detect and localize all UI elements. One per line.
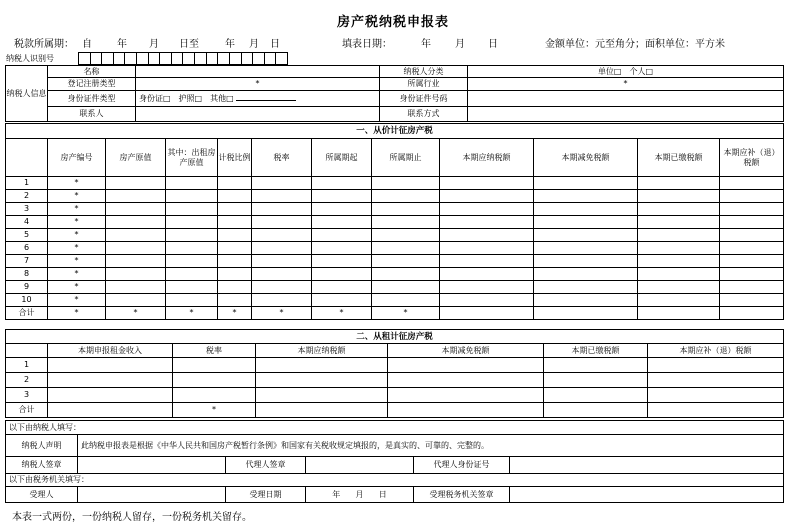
s2-cell[interactable]: [48, 358, 173, 373]
s1-total-row: [6, 307, 784, 320]
s1-cell[interactable]: [106, 229, 166, 242]
s1-cell[interactable]: [720, 242, 784, 255]
receive-date-month: 月: [355, 489, 364, 499]
s1-house-id-cell[interactable]: *: [48, 255, 106, 268]
reg-type-value[interactable]: *: [136, 78, 380, 91]
s1-header-cell: 房产原值: [106, 139, 166, 177]
s1-cell[interactable]: [534, 203, 638, 216]
taxpayer-sign-value[interactable]: [78, 457, 226, 474]
amount-unit: 金额单位：元至角分；面积单位：平方米: [545, 39, 725, 50]
s1-header-cell: 房产编号: [48, 139, 106, 177]
s1-header-cell: 本期应纳税额: [440, 139, 534, 177]
fill-date-label: 填表日期：: [342, 39, 392, 50]
s1-house-id-cell[interactable]: *: [48, 216, 106, 229]
statement-text: 此纳税申报表是根据《中华人民共和国房产税暂行条例》和国家有关税收规定填报的，是真实的、可靠的、完整的。: [78, 435, 784, 457]
s1-cell[interactable]: [252, 281, 312, 294]
s2-row-number: 2: [6, 373, 48, 388]
s1-row-number: 3: [6, 203, 48, 216]
s1-house-id-cell[interactable]: *: [48, 281, 106, 294]
form-title: 房产税纳税申报表: [336, 15, 449, 30]
s1-cell[interactable]: [166, 177, 218, 190]
s1-cell[interactable]: [166, 268, 218, 281]
s1-total-cell[interactable]: *: [372, 307, 440, 320]
s1-cell[interactable]: [720, 281, 784, 294]
name-value[interactable]: [136, 66, 380, 78]
s1-cell[interactable]: [638, 216, 720, 229]
phone-label: 联系方式: [380, 107, 468, 122]
table-row: [6, 216, 784, 229]
s1-header-cell: 所属期起: [312, 139, 372, 177]
receive-date-value[interactable]: [306, 487, 414, 503]
s1-cell[interactable]: [166, 229, 218, 242]
s1-cell[interactable]: [440, 203, 534, 216]
s1-header-cell: 本期应补（退）税额: [720, 139, 784, 177]
s1-cell[interactable]: [534, 216, 638, 229]
s2-header-cell: 本期应纳税额: [256, 344, 388, 358]
s2-total-label: 合计: [6, 403, 48, 418]
period-to-day: 日: [270, 39, 280, 50]
s1-cell[interactable]: [440, 216, 534, 229]
agent-id-label: 代理人身份证号: [414, 457, 510, 474]
s1-cell[interactable]: [720, 294, 784, 307]
taxpayer-id-box[interactable]: [183, 53, 195, 65]
s1-cell[interactable]: [312, 255, 372, 268]
table-row: [6, 268, 784, 281]
s1-cell[interactable]: [638, 242, 720, 255]
authority-seal-value[interactable]: [510, 487, 784, 503]
s1-cell[interactable]: [440, 229, 534, 242]
s1-cell[interactable]: [218, 177, 252, 190]
s1-total-cell[interactable]: *: [106, 307, 166, 320]
s1-cell[interactable]: [372, 242, 440, 255]
s2-cell[interactable]: [48, 373, 173, 388]
s1-cell[interactable]: [440, 255, 534, 268]
s1-cell[interactable]: [638, 281, 720, 294]
s1-cell[interactable]: [166, 190, 218, 203]
s2-total-cell[interactable]: [48, 403, 173, 418]
s1-cell[interactable]: [218, 281, 252, 294]
taxpayer-id-box[interactable]: [113, 53, 125, 65]
s2-head-blank: [6, 344, 48, 358]
table-row: [6, 190, 784, 203]
s1-cell[interactable]: [218, 268, 252, 281]
taxpayer-id-box[interactable]: [276, 53, 288, 65]
s1-cell[interactable]: [252, 268, 312, 281]
s1-head-blank: [6, 139, 48, 177]
s1-cell[interactable]: [638, 229, 720, 242]
s1-row-number: 5: [6, 229, 48, 242]
name-label: 名称: [48, 66, 136, 78]
period-from-month: 月: [149, 39, 159, 50]
s1-house-id-cell[interactable]: *: [48, 190, 106, 203]
s2-total-cell[interactable]: [256, 403, 388, 418]
s2-total-row: [6, 403, 784, 418]
s1-total-cell[interactable]: *: [166, 307, 218, 320]
fill-date-day: 日: [488, 39, 498, 50]
taxpayer-fill-note: 以下由纳税人填写：: [6, 421, 784, 435]
s1-cell[interactable]: [638, 190, 720, 203]
s1-header-cell: 其中：出租房产原值: [166, 139, 218, 177]
s1-cell[interactable]: [218, 229, 252, 242]
s1-cell[interactable]: [106, 255, 166, 268]
s1-cell[interactable]: [252, 229, 312, 242]
taxpayer-sign-label: 纳税人签章: [6, 457, 78, 474]
s1-cell[interactable]: [372, 190, 440, 203]
s1-cell[interactable]: [534, 177, 638, 190]
s2-cell[interactable]: [48, 388, 173, 403]
s2-cell[interactable]: [544, 358, 648, 373]
s2-cell[interactable]: [173, 373, 256, 388]
s1-total-cell[interactable]: *: [48, 307, 106, 320]
s1-cell[interactable]: [372, 268, 440, 281]
category-label: 纳税人分类: [380, 66, 468, 78]
s1-cell[interactable]: [218, 203, 252, 216]
s1-cell[interactable]: [106, 203, 166, 216]
s1-house-id-cell[interactable]: *: [48, 294, 106, 307]
s2-total-cell[interactable]: [544, 403, 648, 418]
s2-header-cell: 本期应补（退）税额: [648, 344, 784, 358]
receiver-value[interactable]: [78, 487, 226, 503]
s1-cell[interactable]: [166, 242, 218, 255]
s1-cell[interactable]: [166, 255, 218, 268]
s1-header-cell: 计税比例: [218, 139, 252, 177]
table-row: [6, 177, 784, 190]
s1-cell[interactable]: [720, 255, 784, 268]
s1-cell[interactable]: [372, 281, 440, 294]
s1-cell[interactable]: [166, 294, 218, 307]
s1-cell[interactable]: [218, 255, 252, 268]
table-row: [6, 294, 784, 307]
declaration-table: [5, 420, 784, 503]
s1-cell[interactable]: [312, 281, 372, 294]
s2-cell[interactable]: [173, 358, 256, 373]
s2-row-number: 3: [6, 388, 48, 403]
contact-label: 联系人: [48, 107, 136, 122]
s1-cell[interactable]: [440, 190, 534, 203]
s1-cell[interactable]: [638, 268, 720, 281]
s1-cell[interactable]: [638, 177, 720, 190]
s1-row-number: 6: [6, 242, 48, 255]
s1-cell[interactable]: [372, 294, 440, 307]
industry-value[interactable]: *: [468, 78, 784, 91]
s1-cell[interactable]: [252, 177, 312, 190]
s1-cell[interactable]: [106, 294, 166, 307]
s1-cell[interactable]: [166, 203, 218, 216]
industry-label: 所属行业: [380, 78, 468, 91]
s1-cell[interactable]: [720, 229, 784, 242]
id-type-label: 身份证件类型: [48, 91, 136, 107]
s2-header-cell: 本期申报租金收入: [48, 344, 173, 358]
s2-cell[interactable]: [648, 358, 784, 373]
s1-cell[interactable]: [534, 255, 638, 268]
contact-value[interactable]: [136, 107, 380, 122]
receiver-label: 受理人: [6, 487, 78, 503]
period-to-year: 年: [225, 39, 235, 50]
s1-cell[interactable]: [312, 242, 372, 255]
taxpayer-id-box[interactable]: [171, 53, 183, 65]
taxpayer-id-box[interactable]: [253, 53, 265, 65]
s2-cell[interactable]: [388, 388, 544, 403]
s1-cell[interactable]: [252, 294, 312, 307]
s1-cell[interactable]: [372, 216, 440, 229]
s1-row-number: 2: [6, 190, 48, 203]
s2-cell[interactable]: [173, 388, 256, 403]
s2-cell[interactable]: [256, 373, 388, 388]
s1-header-cell: 本期已缴税额: [638, 139, 720, 177]
s2-header-cell: 本期减免税额: [388, 344, 544, 358]
s1-cell[interactable]: [440, 242, 534, 255]
s1-total-cell[interactable]: *: [312, 307, 372, 320]
authority-fill-note: 以下由税务机关填写：: [6, 474, 784, 487]
s1-cell[interactable]: [106, 216, 166, 229]
section2-title: 二、从租计征房产税: [6, 330, 784, 344]
s1-house-id-cell[interactable]: *: [48, 229, 106, 242]
taxpayer-id-box[interactable]: [90, 53, 102, 65]
s1-cell[interactable]: [252, 190, 312, 203]
s2-header-cell: 税率: [173, 344, 256, 358]
s1-cell[interactable]: [106, 281, 166, 294]
taxpayer-id-box[interactable]: [102, 53, 114, 65]
s1-cell[interactable]: [372, 229, 440, 242]
s2-cell[interactable]: [544, 388, 648, 403]
s1-cell[interactable]: [312, 203, 372, 216]
s1-house-id-cell[interactable]: *: [48, 177, 106, 190]
agent-id-value[interactable]: [510, 457, 784, 474]
s1-house-id-cell[interactable]: *: [48, 242, 106, 255]
section2-table: [5, 329, 784, 418]
s1-cell[interactable]: [440, 268, 534, 281]
s1-cell[interactable]: [218, 190, 252, 203]
s1-cell[interactable]: [720, 190, 784, 203]
taxpayer-id-box[interactable]: [148, 53, 160, 65]
s1-cell[interactable]: [252, 255, 312, 268]
s1-total-cell[interactable]: [534, 307, 638, 320]
agent-sign-label: 代理人签章: [226, 457, 306, 474]
s1-cell[interactable]: [534, 229, 638, 242]
s1-cell[interactable]: [440, 294, 534, 307]
s1-cell[interactable]: [440, 177, 534, 190]
s1-cell[interactable]: [312, 268, 372, 281]
s1-cell[interactable]: [720, 203, 784, 216]
s1-row-number: 4: [6, 216, 48, 229]
s1-row-number: 7: [6, 255, 48, 268]
table-row: [6, 203, 784, 216]
taxpayer-id-box[interactable]: [160, 53, 172, 65]
s1-cell[interactable]: [440, 281, 534, 294]
s1-header-cell: 税率: [252, 139, 312, 177]
s1-cell[interactable]: [106, 177, 166, 190]
s1-cell[interactable]: [720, 216, 784, 229]
s1-house-id-cell[interactable]: *: [48, 203, 106, 216]
s2-cell[interactable]: [256, 358, 388, 373]
taxpayer-id-box[interactable]: [195, 53, 207, 65]
receive-date-day: 日: [378, 489, 387, 499]
authority-seal-label: 受理税务机关签章: [414, 487, 510, 503]
period-to-month: 月: [249, 39, 259, 50]
s1-cell[interactable]: [252, 216, 312, 229]
agent-sign-value[interactable]: [306, 457, 414, 474]
s2-total-cell[interactable]: [648, 403, 784, 418]
table-row: [6, 388, 784, 403]
taxpayer-id-boxes[interactable]: [78, 52, 288, 65]
s1-cell[interactable]: [534, 281, 638, 294]
s1-row-number: 8: [6, 268, 48, 281]
footer-note: 本表一式两份，一份纳税人留存，一份税务机关留存。: [12, 512, 252, 523]
s1-cell[interactable]: [312, 177, 372, 190]
table-row: [6, 281, 784, 294]
taxpayer-id-box[interactable]: [218, 53, 230, 65]
table-row: [6, 229, 784, 242]
s1-cell[interactable]: [166, 216, 218, 229]
taxpayer-info-table: [5, 65, 784, 122]
s1-cell[interactable]: [534, 190, 638, 203]
taxpayer-id-box[interactable]: [229, 53, 241, 65]
id-number-value[interactable]: [468, 91, 784, 107]
s1-cell[interactable]: [312, 216, 372, 229]
taxpayer-info-label: 纳税人信息: [6, 66, 48, 122]
s1-cell[interactable]: [312, 190, 372, 203]
s2-row-number: 1: [6, 358, 48, 373]
section1-title: 一、从价计征房产税: [6, 124, 784, 139]
table-row: [6, 255, 784, 268]
id-type-options-text: 身份证□ 护照□ 其他□: [139, 93, 234, 103]
s2-cell[interactable]: [648, 388, 784, 403]
s1-cell[interactable]: [720, 177, 784, 190]
taxpayer-id-box[interactable]: [125, 53, 137, 65]
table-row: [6, 242, 784, 255]
s2-cell[interactable]: [388, 373, 544, 388]
s2-total-cell[interactable]: [388, 403, 544, 418]
s1-row-number: 1: [6, 177, 48, 190]
receive-date-year: 年: [332, 489, 341, 499]
s1-cell[interactable]: [312, 294, 372, 307]
s1-cell[interactable]: [638, 203, 720, 216]
s1-total-cell[interactable]: [638, 307, 720, 320]
statement-label: 纳税人声明: [6, 435, 78, 457]
s1-header-cell: 本期减免税额: [534, 139, 638, 177]
s1-house-id-cell[interactable]: *: [48, 268, 106, 281]
period-label: 税款所属期：: [14, 39, 74, 50]
s1-cell[interactable]: [106, 190, 166, 203]
s1-cell[interactable]: [218, 216, 252, 229]
s1-cell[interactable]: [372, 177, 440, 190]
s1-total-cell[interactable]: [440, 307, 534, 320]
s1-row-number: 9: [6, 281, 48, 294]
s2-cell[interactable]: [544, 373, 648, 388]
taxpayer-id-box[interactable]: [137, 53, 149, 65]
category-options[interactable]: 单位□ 个人□: [468, 66, 784, 78]
s1-cell[interactable]: [534, 268, 638, 281]
fill-date-month: 月: [455, 39, 465, 50]
section1-table: [5, 123, 784, 320]
fill-date-year: 年: [421, 39, 431, 50]
s1-header-cell: 所属期止: [372, 139, 440, 177]
s1-cell[interactable]: [106, 242, 166, 255]
s1-total-cell[interactable]: [720, 307, 784, 320]
s2-header-cell: 本期已缴税额: [544, 344, 648, 358]
taxpayer-id-box[interactable]: [206, 53, 218, 65]
taxpayer-id-box[interactable]: [264, 53, 276, 65]
s1-cell[interactable]: [252, 242, 312, 255]
table-row: [6, 373, 784, 388]
s1-cell[interactable]: [218, 294, 252, 307]
s2-total-cell[interactable]: *: [173, 403, 256, 418]
taxpayer-id-box[interactable]: [241, 53, 253, 65]
receive-date-label: 受理日期: [226, 487, 306, 503]
s1-cell[interactable]: [252, 203, 312, 216]
s2-cell[interactable]: [256, 388, 388, 403]
period-to: 日至: [179, 39, 199, 50]
id-type-options[interactable]: [136, 91, 380, 107]
s1-total-cell[interactable]: *: [218, 307, 252, 320]
phone-value[interactable]: [468, 107, 784, 122]
table-row: [6, 358, 784, 373]
reg-type-label: 登记注册类型: [48, 78, 136, 91]
s1-cell[interactable]: [534, 294, 638, 307]
s1-total-cell[interactable]: *: [252, 307, 312, 320]
s1-cell[interactable]: [638, 294, 720, 307]
taxpayer-id-label: 纳税人识别号: [6, 54, 54, 63]
s1-cell[interactable]: [720, 268, 784, 281]
s1-cell[interactable]: [372, 203, 440, 216]
s1-cell[interactable]: [534, 242, 638, 255]
s1-cell[interactable]: [312, 229, 372, 242]
id-number-label: 身份证件号码: [380, 91, 468, 107]
period-from: 自: [82, 39, 92, 50]
s2-cell[interactable]: [388, 358, 544, 373]
period-from-year: 年: [117, 39, 127, 50]
s1-row-number: 10: [6, 294, 48, 307]
s1-cell[interactable]: [106, 268, 166, 281]
s1-total-label: 合计: [6, 307, 48, 320]
s1-cell[interactable]: [166, 281, 218, 294]
s1-cell[interactable]: [372, 255, 440, 268]
s1-cell[interactable]: [218, 242, 252, 255]
taxpayer-id-box[interactable]: [79, 53, 91, 65]
s2-cell[interactable]: [648, 373, 784, 388]
s1-cell[interactable]: [638, 255, 720, 268]
